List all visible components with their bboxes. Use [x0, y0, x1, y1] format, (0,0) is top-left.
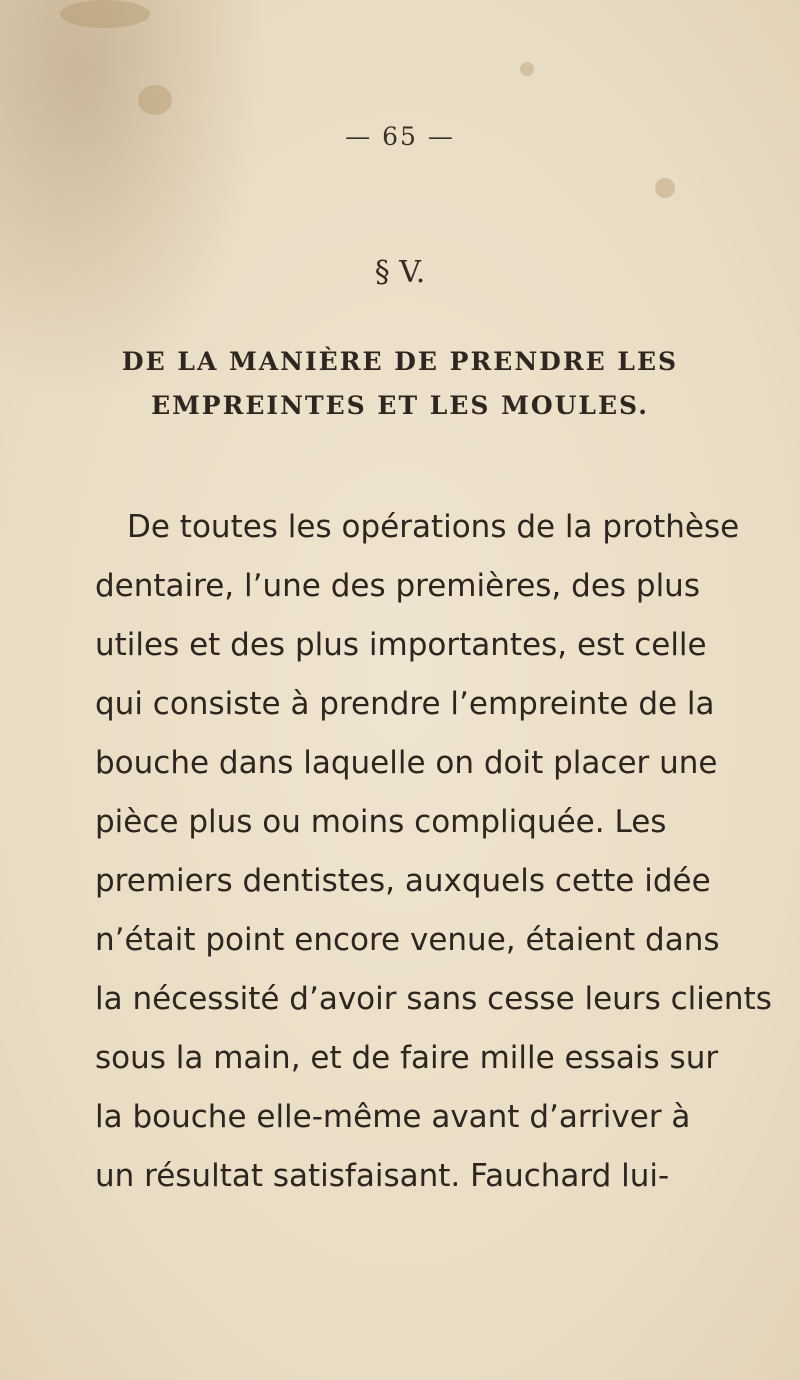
text-line: la bouche elle-même avant d’arriver à	[95, 1099, 691, 1135]
text-line: la nécessité d’avoir sans cesse leurs clients	[95, 981, 772, 1017]
text-line: qui consiste à prendre l’empreinte de la	[95, 686, 715, 722]
paper-stain	[655, 178, 675, 198]
heading-line: EMPREINTES ET LES MOULES.	[151, 391, 649, 420]
text-line: sous la main, et de faire mille essais sur	[95, 1040, 719, 1076]
paper-stain	[520, 62, 534, 76]
text-line: n’était point encore venue, étaient dans	[95, 922, 720, 958]
text-line: premiers dentistes, auxquels cette idée	[95, 863, 711, 899]
section-heading	[60, 340, 740, 428]
text-line: pièce plus ou moins compliquée. Les	[95, 804, 667, 840]
text-line: utiles et des plus importantes, est celle	[95, 627, 707, 663]
text-line: dentaire, l’une des premières, des plus	[95, 568, 700, 604]
heading-line: DE LA MANIÈRE DE PRENDRE LES	[121, 347, 679, 376]
text-line: De toutes les opérations de la prothèse	[127, 509, 740, 545]
text-line: un résultat satisfaisant. Fauchard lui-	[95, 1158, 670, 1194]
text-line: bouche dans laquelle on doit placer une	[95, 745, 718, 781]
paper-stain	[138, 85, 172, 115]
page-number: — 65 —	[345, 122, 455, 151]
body-paragraph	[95, 498, 772, 1206]
paper-stain	[60, 0, 150, 28]
section-marker: § V.	[374, 255, 426, 290]
